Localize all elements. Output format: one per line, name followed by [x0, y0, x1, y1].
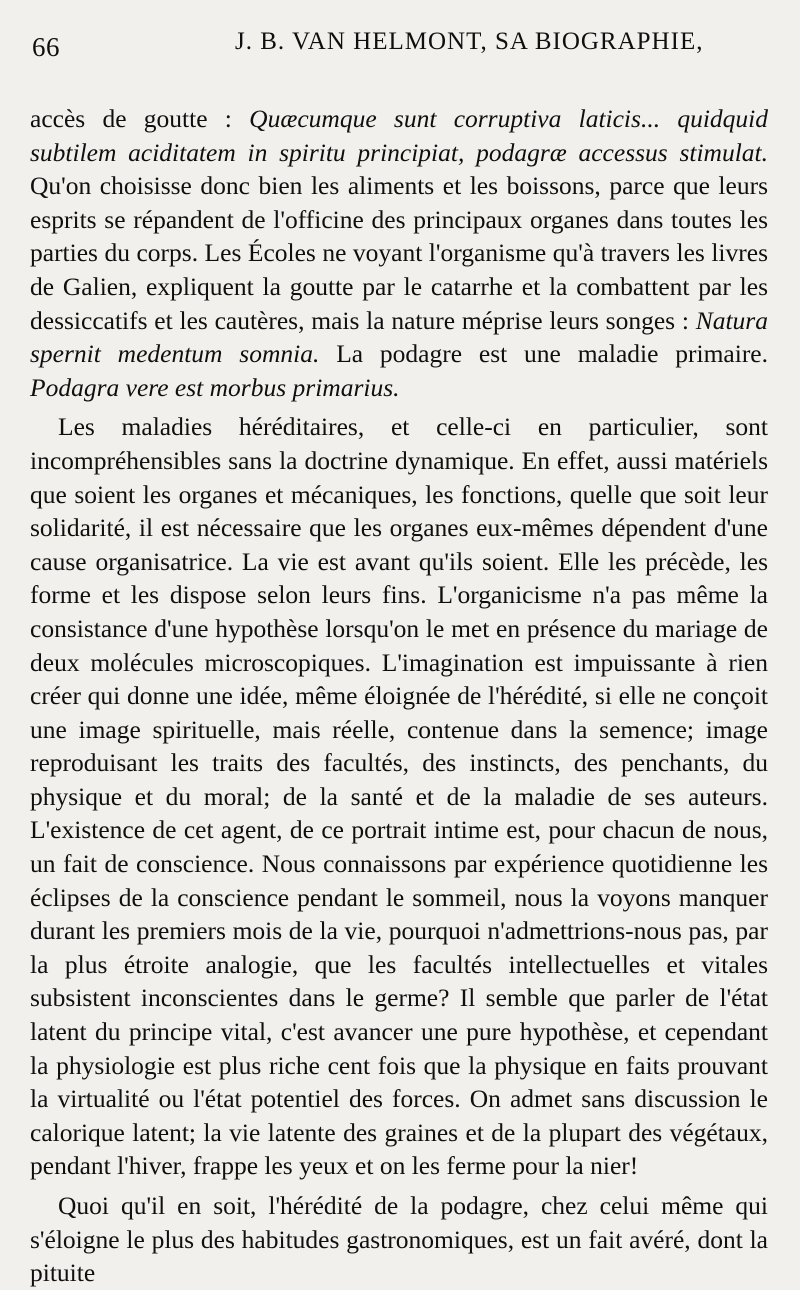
text-segment: accès de goutte : — [30, 104, 250, 133]
latin-quotation: Natura spernit medentum somnia. — [30, 305, 768, 369]
paragraph-1 — [30, 102, 768, 404]
text-segment: Quoi qu'il en soit, l'hérédité de la podagre, chez celui même qui s'éloigne le plus des habitudes gastronomiques, est un fait avéré, dont la pituite — [30, 1191, 768, 1288]
running-head: J. B. VAN HELMONT, SA BIOGRAPHIE, — [235, 28, 704, 55]
latin-quotation: Quæcumque sunt corruptiva laticis... quidquid subtilem aciditatem in spiritu principiat, podagræ accessus stimulat. — [30, 104, 769, 167]
paragraph-3 — [30, 1189, 768, 1290]
body-text — [30, 102, 768, 1290]
latin-quotation: Podagra vere est morbus primarius. — [30, 372, 400, 402]
text-segment: Les maladies héréditaires, et celle-ci en particulier, sont incompréhensibles sans la doctrine dynamique. En effet, aussi matériels que soient les organes et mécaniques, les fonctions, quelle que soit leur solidarité, il est nécessaire que les organes eux-mêmes dépendent d'une cause organisatrice. La vie est avant qu'ils soient. Elle les précède, les forme et les dispose selon leurs fins. L'organicisme n'a pas même la consistance d'une hypothèse lorsqu'on le met en présence du mariage de deux molécules microscopiques. L'imagination est impuissante à rien créer qui donne une idée, même éloignée de l'hérédité, si elle ne conçoit une image spirituelle, mais réelle, contenue dans la semence; image reproduisant les traits des facultés, des instincts, des penchants, du physique et du moral; de la santé et de la maladie de ses auteurs. L'existence de cet agent, de ce portrait intime est, pour chacun de nous, un fait de conscience. Nous connaissons par expérience quotidienne les éclipses de la conscience pendant le sommeil, nous la voyons manquer durant les premiers mois de la vie, pourquoi n'admettrions-nous pas, par la plus étroite analogie, que les facultés intellectuelles et vitales subsistent inconscientes dans le germe? Il semble que parler de l'état latent du principe vital, c'est avancer une pure hypothèse, et cependant la physiologie est plus riche cent fois que la physique en faits prouvant la virtualité ou l'état potentiel des forces. On admet sans discussion le calorique latent; la vie latente des graines et de la plupart des végétaux, pendant l'hiver, frappe les yeux et on les ferme pour la nier! — [30, 412, 768, 1181]
page-number: 66 — [32, 32, 60, 62]
paragraph-2 — [30, 410, 768, 1183]
text-segment: La podagre est une maladie primaire. — [319, 339, 768, 369]
text-segment: Qu'on choisisse donc bien les aliments et les boissons, parce que leurs esprits se répandent de l'officine des principaux organes dans toutes les parties du corps. Les Écoles ne voyant l'organisme qu'à travers les livres de Galien, expliquent la goutte par le catarrhe et la combattent par les dessiccatifs et les cautères, mais la nature méprise leurs songes : — [30, 171, 768, 335]
page-header — [30, 28, 768, 72]
